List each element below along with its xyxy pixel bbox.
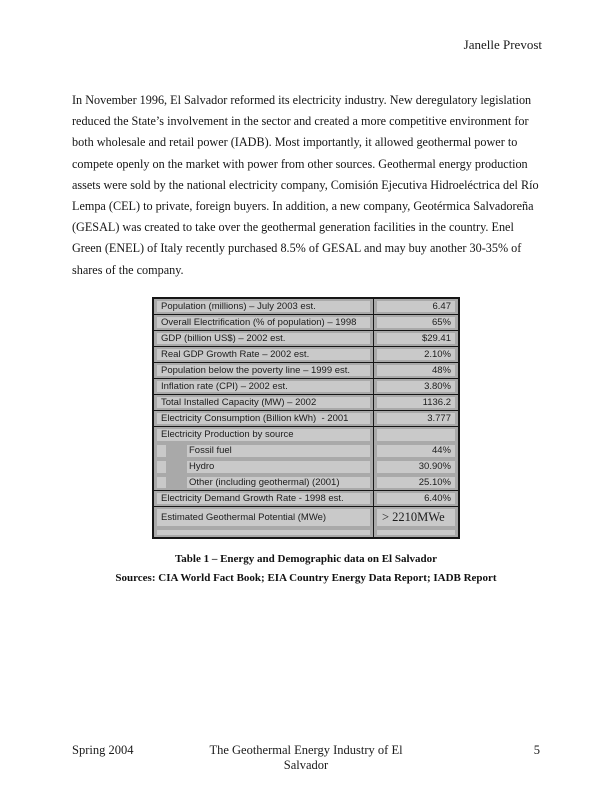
row-label: Total Installed Capacity (MW) – 2002 [157,397,370,408]
row-value-cell [373,475,458,490]
table-row-production-header [154,427,458,443]
row-label-cell [154,427,373,443]
row-value: > 2210MWe [377,509,455,526]
page-footer [72,743,540,773]
table-row-hydro [154,459,458,475]
row-label: Electricity Production by source [157,429,370,441]
table-row-fossil-fuel [154,443,458,459]
row-label-cell [154,411,373,426]
row-label-cell [154,475,373,490]
indent-strip [157,477,166,488]
row-label-cell [154,331,373,346]
row-value-cell [373,491,458,506]
indent-strip [157,461,166,473]
indent-strip [157,445,166,457]
row-label-cell [154,443,373,459]
paragraph-line: assets were sold by the national electricity company, Comisión Ejecutiva Hidroeléctrica del Río [72,177,539,192]
row-value-cell [373,363,458,378]
table-row-inflation [154,379,458,395]
table-row-consumption [154,411,458,427]
row-label: GDP (billion US$) – 2002 est. [157,333,370,344]
row-label-cell [154,459,373,475]
footer-title: The Geothermal Energy Industry of El Salvador [209,743,403,772]
row-value: 3.777 [377,413,455,424]
row-value-cell [373,299,458,314]
table-sources: Sources: CIA World Fact Book; EIA Country Energy Data Report; IADB Report [115,572,497,584]
spacer-strip [377,530,455,535]
paragraph-line: In November 1996, El Salvador reformed its electricity industry. New deregulatory legislation [72,93,532,107]
paragraph-line: both wholesale and retail power (IADB). Most importantly, it allowed geothermal power to [72,135,518,150]
table-row-population [154,299,458,315]
row-value: 6.47 [377,301,455,312]
row-label: Electricity Demand Growth Rate - 1998 est. [157,493,370,504]
spacer-label-cell [154,528,373,537]
table-row-installed-capacity [154,395,458,411]
row-value: 25.10% [377,477,455,488]
row-label-cell [154,315,373,330]
row-value: 30.90% [377,461,455,473]
row-value: 1136.2 [377,397,455,408]
paragraph-line: reduced the State’s involvement in the sector and created a more competitive environment for [72,114,529,129]
row-label: Other (including geothermal) (2001) [187,477,370,488]
paragraph-line: Lempa (CEL) to private, foreign buyers. In addition, a new company, Geotérmica Salvadoreña [72,199,534,214]
row-label-cell [154,363,373,378]
row-label: Estimated Geothermal Potential (MWe) [157,509,370,526]
footer-page-number: 5 [533,743,540,757]
paragraph-line: (GESAL) was created to take over the geothermal generation facilities in the country. Enel [72,220,514,235]
row-label: Overall Electrification (% of population) – 1998 [157,317,370,328]
table-row-other [154,475,458,491]
table-row-poverty [154,363,458,379]
row-label-cell [154,379,373,394]
row-value: 6.40% [377,493,455,504]
row-label-cell [154,299,373,314]
page-header-author: Janelle Prevost [463,37,542,52]
row-value-cell [373,411,458,426]
paragraph-line: compete openly on the market with power from other sources. Geothermal energy production [72,156,528,171]
row-value-cell [373,395,458,410]
row-label: Hydro [187,461,370,473]
table-caption: Table 1 – Energy and Demographic data on El Salvador [174,553,438,565]
row-label-cell [154,491,373,506]
energy-data-table [152,297,460,539]
row-value-cell [373,331,458,346]
row-label: Fossil fuel [187,445,370,457]
row-value-cell [373,507,458,528]
row-value-cell [373,459,458,475]
row-value [377,429,455,441]
row-value-cell [373,379,458,394]
spacer-strip [157,530,370,535]
row-value: 3.80% [377,381,455,392]
table-bottom-spacer [154,528,458,537]
row-label-cell [154,347,373,362]
row-value-cell [373,315,458,330]
row-label: Population (millions) – July 2003 est. [157,301,370,312]
row-value: 65% [377,317,455,328]
row-value: 48% [377,365,455,376]
row-label-cell [154,507,373,528]
row-value-cell [373,443,458,459]
table-row-demand-growth [154,491,458,507]
table-row-electrification [154,315,458,331]
row-value-cell [373,427,458,443]
row-value: $29.41 [377,333,455,344]
row-label: Real GDP Growth Rate – 2002 est. [157,349,370,360]
row-label: Population below the poverty line – 1999 est. [157,365,370,376]
table-row-gdp-growth [154,347,458,363]
row-label: Electricity Consumption (Billion kWh) - 2001 [157,413,370,424]
table-row-geothermal-potential [154,507,458,528]
paragraph-line: shares of the company. [72,262,184,277]
row-label-cell [154,395,373,410]
body-paragraph [72,90,544,281]
row-value: 44% [377,445,455,457]
row-value-cell [373,347,458,362]
row-value: 2.10% [377,349,455,360]
row-label: Inflation rate (CPI) – 2002 est. [157,381,370,392]
footer-date: Spring 2004 [72,743,134,757]
table-row-gdp [154,331,458,347]
spacer-value-cell [373,528,458,537]
paragraph-line: Green (ENEL) of Italy recently purchased 8.5% of GESAL and may buy another 30-35% of [72,241,522,256]
